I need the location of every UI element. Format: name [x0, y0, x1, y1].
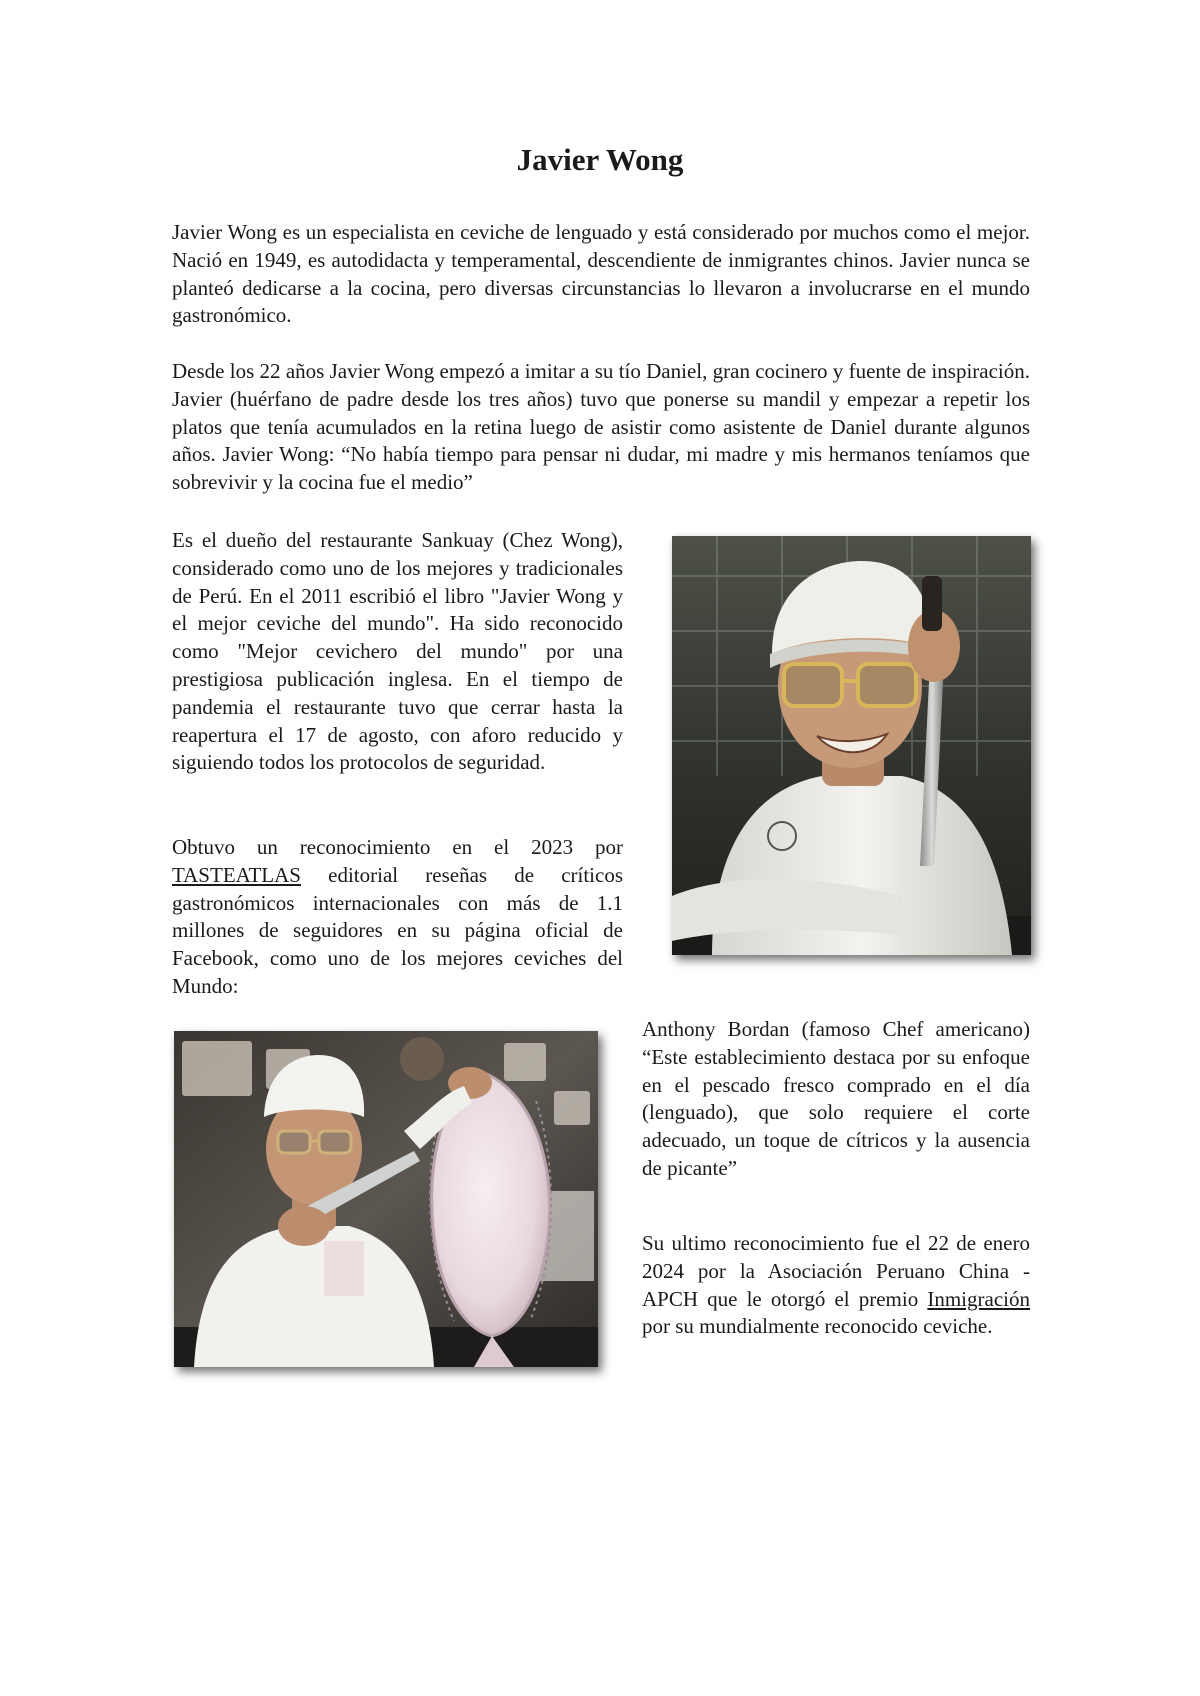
- tasteatlas-paragraph: [172, 834, 623, 1001]
- tasteatlas-text-before: Obtuvo un reconocimiento en el 2023 por: [172, 835, 623, 859]
- apch-award-paragraph: [642, 1230, 1030, 1341]
- chef-portrait-illustration: [672, 536, 1031, 955]
- bordan-quote-paragraph: Anthony Bordan (famoso Chef americano) “Este establecimiento destaca por su enfoque en el pescado fresco comprado en el día (lenguado), que solo requiere el corte adecuado, un toque de cítricos y la ausencia de picante”: [642, 1017, 1030, 1180]
- early-career-paragraph: Desde los 22 años Javier Wong empezó a imitar a su tío Daniel, gran cocinero y fuente de inspiración. Javier (huérfano de padre desde los tres años) tuvo que ponerse su mandil y empezar a repetir los platos que tenía acumulados en la retina luego de asistir como asistente de Daniel durante algunos años. Javier Wong: “No había tiempo para pensar ni dudar, mi madre y mis hermanos teníamos que sobrevivir y la cocina fue el medio”: [172, 359, 1030, 495]
- apch-text-before: Su ultimo reconocimiento fue el 22 de enero 2024 por la Asociación Peruano China - APCH que le otorgó el premio: [642, 1231, 1030, 1311]
- page-title: Javier Wong: [516, 142, 684, 177]
- intro-paragraph: Javier Wong es un especialista en ceviche de lenguado y está considerado por muchos como el mejor. Nació en 1949, es autodidacta y temperamental, descendiente de inmigrantes chinos. Javier nunca se planteó dedicarse a la cocina, pero diversas circunstancias lo llevaron a involucrarse en el mundo gastronómico.: [172, 220, 1030, 328]
- apch-text-after: por su mundialmente reconocido ceviche.: [642, 1314, 993, 1339]
- chef-with-flounder-photo: [174, 1031, 598, 1367]
- tasteatlas-link[interactable]: TASTEATLAS: [172, 862, 301, 887]
- chef-with-flounder-illustration: [174, 1031, 598, 1367]
- chef-portrait-photo: [672, 536, 1031, 955]
- inmigracion-link[interactable]: Inmigración: [927, 1286, 1030, 1311]
- restaurant-paragraph: Es el dueño del restaurante Sankuay (Chez Wong), considerado como uno de los mejores y tradicionales de Perú. En el 2011 escribió el libro "Javier Wong y el mejor ceviche del mundo". Ha sido reconocido como "Mejor cevichero del mundo" por una prestigiosa publicación inglesa. En el tiempo de pandemia el restaurante tuvo que cerrar hasta la reapertura el 17 de agosto, con aforo reducido y siguiendo todos los protocolos de seguridad.: [172, 528, 623, 775]
- tasteatlas-text-after: editorial reseñas de críticos gastronómicos internacionales con más de 1.1 millones de seguidores en su página oficial de Facebook, como uno de los mejores ceviches del Mundo:: [172, 862, 623, 998]
